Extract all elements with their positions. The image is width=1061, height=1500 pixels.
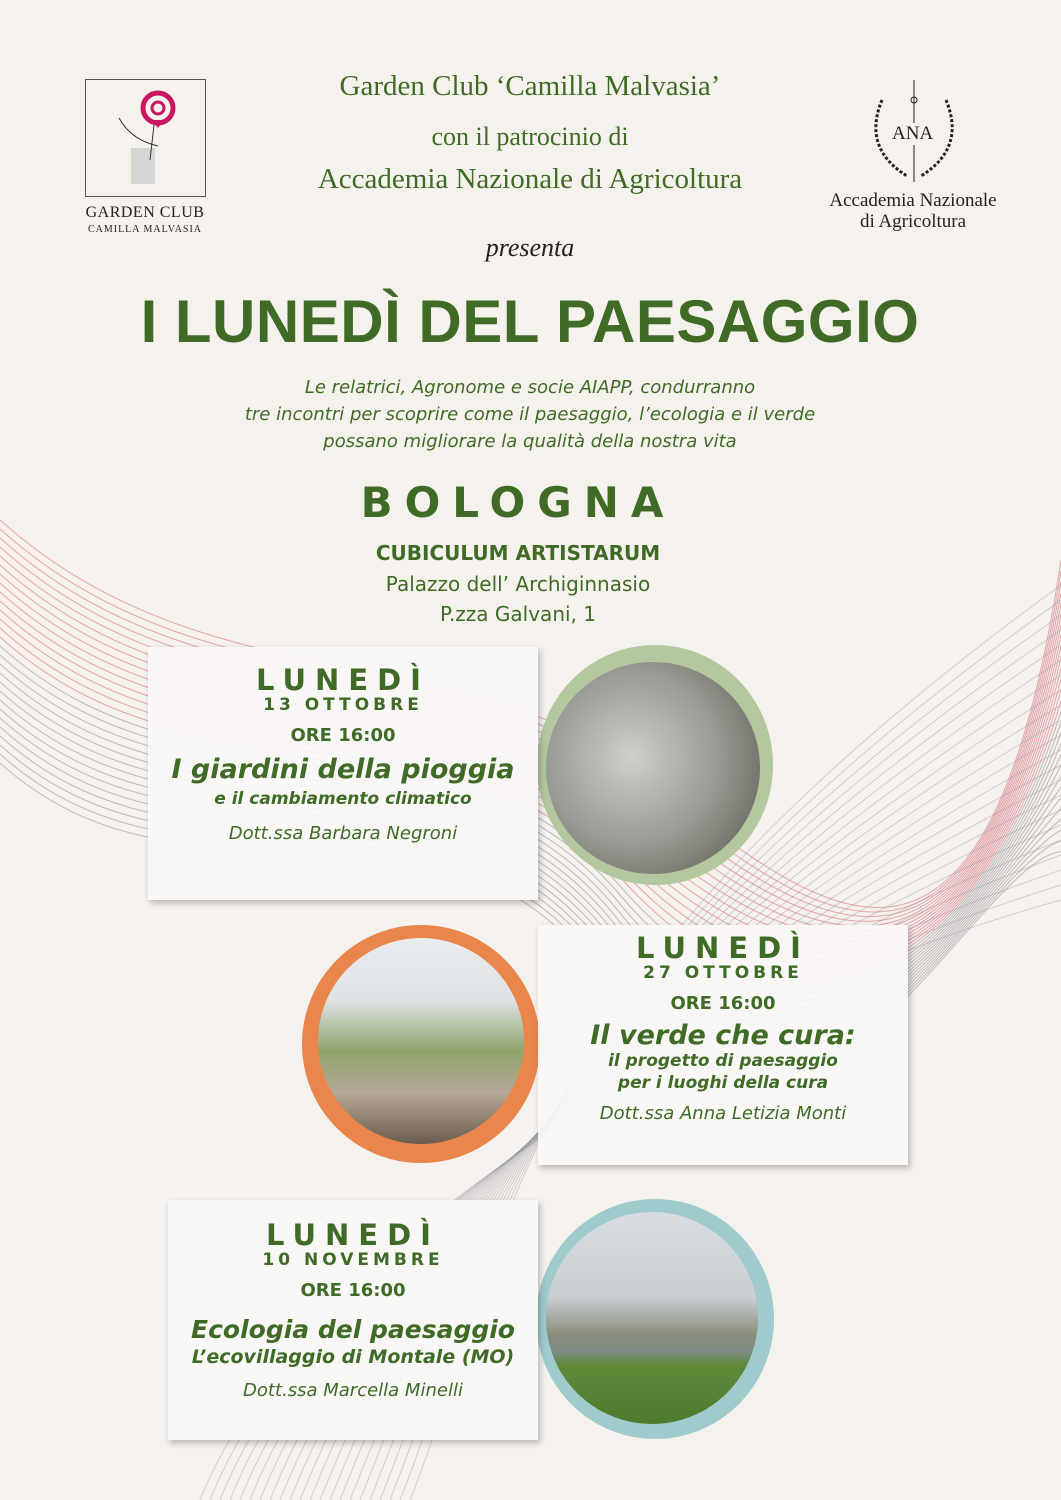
event-speaker: Dott.ssa Barbara Negroni [228,823,458,844]
garden-club-logo-name: GARDEN CLUB [85,204,205,221]
event-day: LUNEDÌ [256,663,430,697]
rose-icon [86,80,205,196]
event-date: 13 OTTOBRE [263,695,423,715]
event-subtitle: e il cambiamento climatico [214,789,472,809]
event-time: ORE 16:00 [290,725,396,746]
event-day: LUNEDÌ [636,931,810,965]
patronage-intro: con il patrocinio di [431,122,629,151]
ana-logo-name [800,190,1026,232]
event-day: LUNEDÌ [266,1218,440,1252]
event-card-1 [148,647,538,900]
garden-club-logo [85,79,206,197]
event-time: ORE 16:00 [300,1280,406,1301]
ana-mark: ANA [892,123,934,144]
intro-line: possano migliorare la qualità della nostra vita [323,431,737,452]
event-3-photo [546,1212,758,1424]
event-title: Ecologia del paesaggio [191,1315,515,1344]
event-subtitle: il progetto di paesaggio [608,1051,838,1071]
event-1-photo [546,662,760,874]
page-title: I LUNEDÌ DEL PAESAGGIO [140,288,920,355]
event-date: 27 OTTOBRE [643,963,803,983]
event-title: I giardini della pioggia [171,754,515,785]
event-subtitle: L’ecovillaggio di Montale (MO) [191,1346,515,1368]
garden-club-logo-subname: CAMILLA MALVASIA [87,224,203,235]
event-date: 10 NOVEMBRE [262,1250,444,1270]
event-card-2 [538,925,908,1165]
ana-logo-line2: di Agricoltura [859,211,967,232]
presents: presenta [485,233,575,262]
intro-text [130,374,930,455]
venue-building: Palazzo dell’ Archiginnasio [385,572,651,596]
event-2-photo [318,938,524,1144]
event-time: ORE 16:00 [670,993,776,1014]
venue-city: BOLOGNA [360,478,676,527]
ana-logo-line1: Accademia Nazionale [829,190,997,211]
intro-line: tre incontri per scoprire come il paesaggio, l’ecologia e il verde [244,404,816,425]
event-speaker: Dott.ssa Marcella Minelli [243,1380,463,1401]
venue-address: P.zza Galvani, 1 [440,602,596,626]
organizer: Garden Club ‘Camilla Malvasia’ [339,70,721,102]
patron: Accademia Nazionale di Agricoltura [317,163,743,195]
event-title: Il verde che cura: [590,1020,856,1051]
intro-line: Le relatrici, Agronome e socie AIAPP, condurranno [304,377,756,398]
event-subtitle: per i luoghi della cura [617,1073,829,1093]
event-speaker: Dott.ssa Anna Letizia Monti [599,1103,847,1124]
venue-hall: CUBICULUM ARTISTARUM [375,541,661,565]
event-card-3 [168,1200,538,1440]
